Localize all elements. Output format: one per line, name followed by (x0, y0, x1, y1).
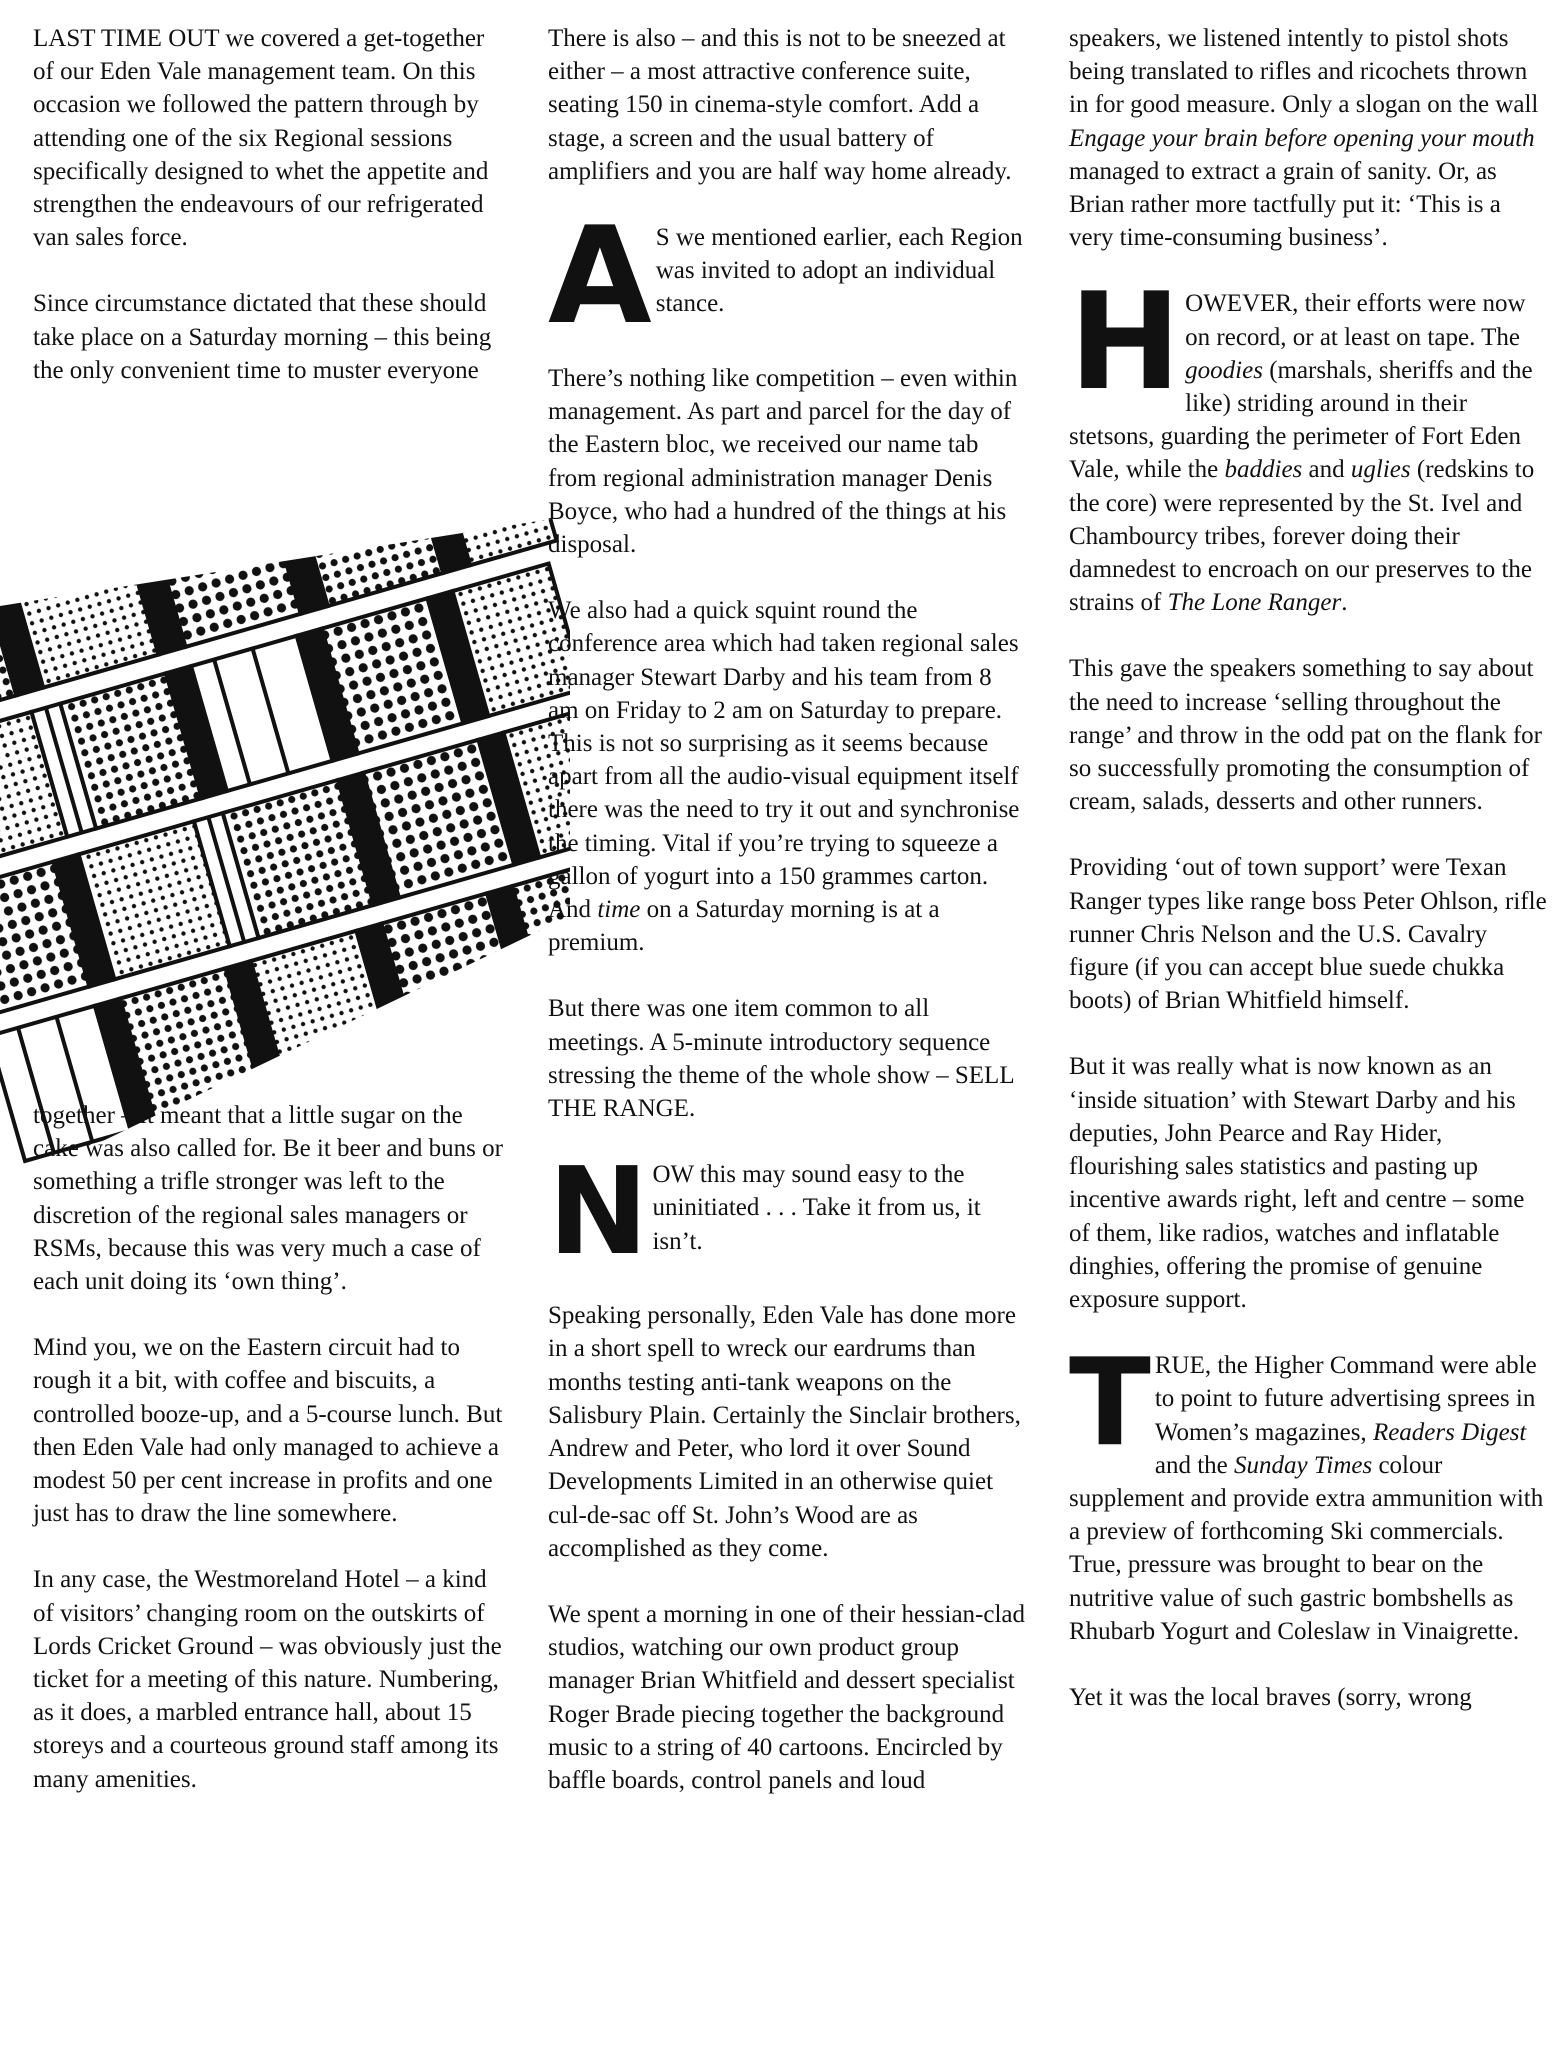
paragraph-saturday-a: Since circumstance dictated that these should take place on a Saturday morning – this being the only convenient time to muster everyone (33, 290, 492, 384)
dropcap-paragraph-n (548, 1158, 1028, 1266)
dropcap-paragraph-t: T RUE, the Higher Command were able to point to future advertising sprees in Women’s magazines, Readers Digest and the Sunday Times colour supplement and provide extra ammunition with a preview of forthcoming Ski commercials. True, pressure was brought to bear on the nutritive value of such gastric bombshells as Rhubarb Yogurt and Coleslaw in Vinaigrette. (1069, 1349, 1544, 1645)
paragraph-common-item: But there was one item common to all meetings. A 5-minute introductory sequence stressing the theme of the whole show – SELL THE RANGE. (548, 995, 1014, 1123)
paragraph-speakers: speakers, we listened intently to pistol shots being translated to rifles and ricochets thrown in for good measure. Only a slogan on the wall Engage your brain before opening your mouth managed to extract a grain of sanity. Or, as Brian rather more tactfully put it: ‘This is a very time-consuming business’. (1069, 25, 1539, 252)
paragraph-speaking-personally: Speaking personally, Eden Vale has done more in a short spell to wreck our eardrums than months testing anti-tank weapons on the Salisbury Plain. Certainly the Sinclair brothers, Andrew and Peter, who lord it over Sound Developments Limited in an otherwise quiet cul-de-sac off St. John’s Wood are as accomplished as they come. (548, 1302, 1021, 1562)
paragraph-eastern-circuit: Mind you, we on the Eastern circuit had to rough it a bit, with coffee and biscuits, a controlled booze-up, and a 5-course lunch. But then Eden Vale had only managed to achieve a modest 50 per cent increase in profits and one just has to draw the line somewhere. (33, 1334, 503, 1528)
paragraph-intro: LAST TIME OUT we covered a get-together of our Eden Vale management team. On this occasion we followed the pattern through by attending one of the six Regional sessions specifically designed to whet the appetite and strengthen the endeavours of our refrigerated van sales force. (33, 25, 489, 252)
dropcap-paragraph-a (548, 221, 1028, 329)
paragraph-selling-range: This gave the speakers something to say about the need to increase ‘selling throughout the range’ and throw in the odd pat on the flank for so successfully promoting the consumption of cream, salads, desserts and other runners. (1069, 655, 1542, 816)
article-column-middle (548, 22, 1028, 1830)
dropcap-paragraph-h: H OWEVER, their efforts were now on record, or at least on tape. The goodies (marshals, sheriffs and the like) striding around in their stetsons, guarding the perimeter of Fort Eden Vale, while the baddies and uglies (redskins to the core) were represented by the St. Ivel and Chambourcy tribes, forever doing their damnedest to encroach on our preserves to the strains of The Lone Ranger. (1069, 287, 1535, 617)
paragraph-competition: There’s nothing like competition – even within management. As part and parcel for the day of the Eastern bloc, we received our name tab from regional administration manager Denis Boyce, who had a hundred of the things at his disposal. (548, 365, 1018, 559)
dropcap-letter-n: N (548, 1158, 647, 1267)
dropcap-letter-a: A (548, 221, 650, 330)
illustration-spacer (33, 387, 503, 1099)
paragraph-quick-squint: We also had a quick squint round the conference area which had taken regional sales manager Stewart Darby and his team from 8 am on Friday to 2 am on Saturday to prepare. This is not so surprising as it seems because apart from all the audio-visual equipment itself there was the need to try it out and synchronise the timing. Vital if you’re trying to squeeze a gallon of yogurt into a 150 grammes carton. And time on a Saturday morning is at a premium. (548, 597, 1020, 957)
paragraph-out-of-town: Providing ‘out of town support’ were Texan Ranger types like range boss Peter Ohlson, rifle runner Chris Nelson and the U.S. Cavalry figure (if you can accept blue suede chukka boots) of Brian Whitfield himself. (1069, 854, 1547, 1015)
article-column-right (1069, 22, 1549, 1747)
paragraph-saturday-b: together – it meant that a little sugar on the cake was also called for. Be it beer and buns or something a trifle stronger was left to the discretion of the regional sales managers or RSMs, because this was very much a case of each unit doing its ‘own thing’. (33, 1102, 503, 1296)
paragraph-conference-suite: There is also – and this is not to be sneezed at either – a most attractive conference suite, seating 150 in cinema-style comfort. Add a stage, a screen and the usual battery of amplifiers and you are half way home already. (548, 25, 1012, 185)
paragraph-sound-easy: OW this may sound easy to the uninitiated . . . Take it from us, it isn’t. (652, 1161, 981, 1255)
paragraph-region-stance: S we mentioned earlier, each Region was invited to adopt an individual stance. (655, 224, 1023, 318)
paragraph-studios: We spent a morning in one of their hessian-clad studios, watching our own product group manager Brian Whitfield and dessert specialist Roger Brade piecing together the background music to a string of 40 cartoons. Encircled by baffle boards, control panels and loud (548, 1600, 1026, 1794)
article-column-left (33, 22, 503, 1829)
paragraph-inside-situation: But it was really what is now known as an ‘inside situation’ with Stewart Darby and his deputies, John Pearce and Ray Hider, flourishing sales statistics and pasting up incentive awards right, left and centre – some of them, like radios, watches and inflatable dinghies, offering the promise of genuine exposure support. (1069, 1053, 1525, 1313)
dropcap-letter-h: H (1069, 287, 1180, 421)
dropcap-letter-t: T (1069, 1349, 1149, 1474)
paragraph-local-braves: Yet it was the local braves (sorry, wrong (1069, 1683, 1472, 1711)
paragraph-westmoreland: In any case, the Westmoreland Hotel – a kind of visitors’ changing room on the outskirts of Lords Cricket Ground – was obviously just the ticket for a meeting of this nature. Numbering, as it does, a marbled entrance hall, about 15 storeys and a courteous ground staff among its many amenities. (33, 1566, 502, 1793)
